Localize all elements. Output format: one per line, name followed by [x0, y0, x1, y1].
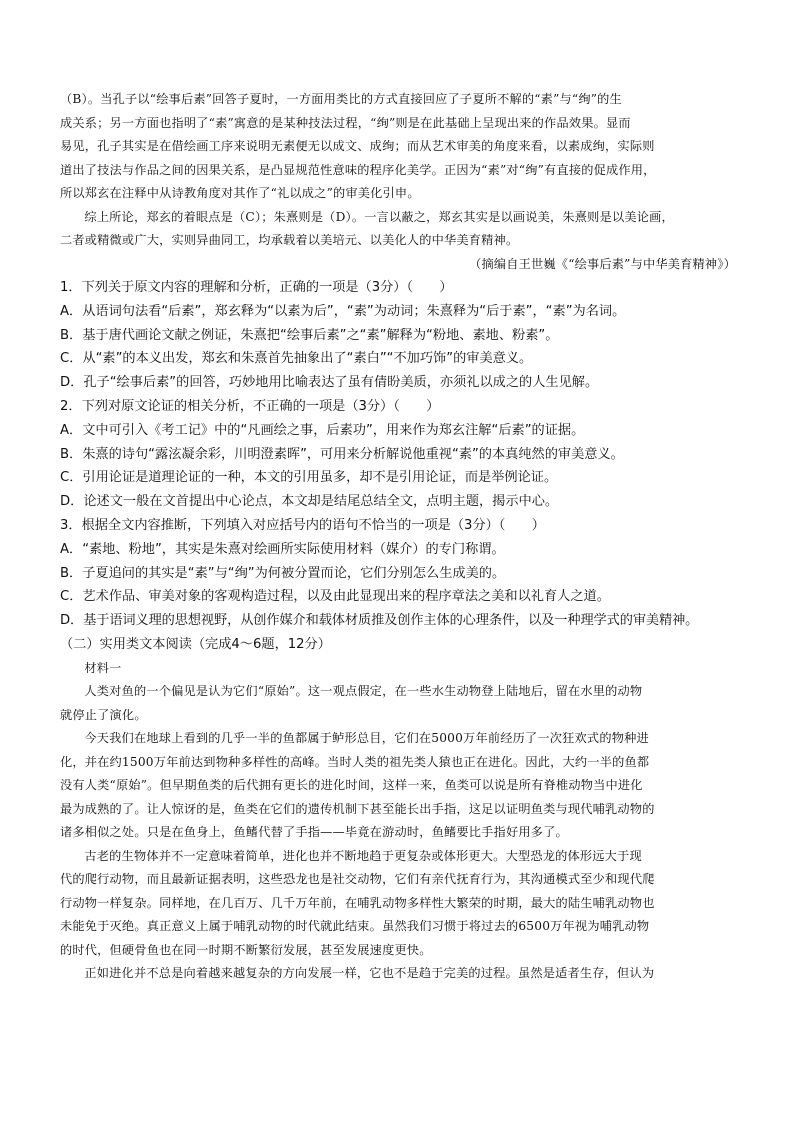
- text-line: 的时代，但硬骨鱼也在同一时期不断繁衍发展，甚至发展速度更快。: [60, 942, 432, 957]
- question-option-c: C．艺术作品、审美对象的客观构造过程，以及由此显现出来的程序章法之美和以礼育人之道。: [60, 589, 610, 605]
- question-option-c: C．引用论证是道理论证的一种，本文的引用虽多，却不是引用论证，而是举例论证。: [60, 470, 558, 486]
- question-option-d: D．论述文一般在文首提出中心论点，本文却是结尾总结全文，点明主题，揭示中心。: [60, 494, 559, 510]
- material-label: 材料一: [84, 660, 122, 675]
- text-line: 今天我们在地球上看到的几乎一半的鱼都属于鲈形总目，它们在5000万年前经历了一次狂欢式的物种进: [84, 731, 649, 746]
- material-paragraph-3: [60, 845, 736, 963]
- text-line: 易见，孔子其实是在借绘画工序来说明无素便无以成文、成绚；而从艺术审美的角度来看，以素成绚，实际则: [60, 139, 655, 153]
- text-line: 代的爬行动物，而且最新证据表明，这些恐龙也是社交动物，它们有亲代抚育行为，其沟通模式至少和现代爬: [60, 872, 655, 887]
- material-paragraph-4: [60, 962, 736, 986]
- text-line: 没有人类“原始”。但早期鱼类的后代拥有更长的进化时间，这样一来，鱼类可以说是所有脊椎动物当中进化: [60, 778, 643, 793]
- article-source: （摘编自王世巍《“绘事后素”与中华美育精神》）: [469, 256, 736, 271]
- text-line: 正如进化并不总是向着越来越复杂的方向发展一样，它也不是趋于完美的过程。虽然是适者生存，但认为: [84, 966, 655, 981]
- text-line: 最为成熟的了。让人惊讶的是，鱼类在它们的遗传机制下甚至能长出手指，这足以证明鱼类与现代哺乳动物的: [60, 801, 655, 816]
- question-stem: 3．根据全文内容推断，下列填入对应括号内的语句不恰当的一项是（3分）（ ）: [60, 517, 545, 533]
- section-heading: （二）实用类文本阅读（完成4～6题，12分）: [60, 636, 331, 652]
- text-line: 化，并在约1500万年前达到物种多样性的高峰。当时人类的祖先类人猿也正在进化。因此，大约一半的鱼都: [60, 754, 650, 769]
- question-option-b: B．基于唐代画论文献之例证，朱熹把“绘事后素”之“素”解释为“粉地、素地、粉素”。: [60, 327, 559, 343]
- text-line: 二者或精微或广大，实则异曲同工，均承载着以美培元、以美化人的中华美育精神。: [60, 233, 519, 247]
- text-line: 古老的生物体并不一定意味着简单，进化也并不断地趋于更复杂或体形更大。大型恐龙的体形远大于现: [84, 848, 642, 863]
- question-option-a: A．从语词句法看“后素”，郑玄释为“以素为后”，“素”为动词；朱熹释为“后于素”，“素”为名词。: [60, 303, 626, 319]
- article-paragraph-1: [60, 88, 736, 206]
- question-option-b: B．子夏追问的其实是“素”与“绚”为何被分置而论，它们分别怎么生成美的。: [60, 565, 506, 581]
- text-line: 行动物一样复杂。同样地，在几百万、几千万年前，在哺乳动物多样性大繁荣的时期，最大的陆生哺乳动物也: [60, 895, 655, 910]
- question-option-a: A．文中可引入《考工记》中的“凡画绘之事，后素功”，用来作为郑玄注解“后素”的证据。: [60, 422, 585, 438]
- question-1: [60, 276, 736, 395]
- text-line: 诸多相似之处。只是在鱼身上，鱼鳍代替了手指——毕竟在游动时，鱼鳍要比手指好用多了。: [60, 825, 568, 840]
- text-line: 成关系；另一方面也指明了“素”寓意的是某种技法过程，“绚”则是在此基础上呈现出来的作品效果。显而: [60, 115, 631, 130]
- question-option-d: D．孔子“绘事后素”的回答，巧妙地用比喻表达了虽有倩盼美质，亦须礼以成之的人生见解。: [60, 375, 599, 391]
- text-line: 所以郑玄在注释中从诗教角度对其作了“礼以成之”的审美化引申。: [60, 186, 420, 200]
- question-2: [60, 395, 736, 514]
- text-line: （B）。当孔子以“绘事后素”回答子夏时，一方面用类比的方式直接回应了子夏所不解的“素”与“绚”的生: [60, 92, 622, 106]
- material-paragraph-1: [60, 680, 736, 727]
- question-option-d: D．基于语词义理的思想视野，从创作媒介和载体材质推及创作主体的心理条件，以及一种理学式的审美精神。: [60, 613, 699, 629]
- question-option-a: A．“素地、粉地”，其实是朱熹对绘画所实际使用材料（媒介）的专门称谓。: [60, 541, 505, 557]
- question-3: [60, 514, 736, 633]
- article-paragraph-2: [60, 206, 736, 253]
- material-paragraph-2: [60, 727, 736, 845]
- page-content: [60, 88, 736, 986]
- text-line: 道出了技法与作品之间的因果关系，是凸显规范性意味的程序化美学。正因为“素”对“绚”有直接的促成作用，: [60, 162, 656, 177]
- question-stem: 2．下列对原文论证的相关分析，不正确的一项是（3分）（ ）: [60, 398, 440, 414]
- question-option-b: B．朱熹的诗句“露泫凝余彩，川明澄素晖”，可用来分析解说他重视“素”的本真纯然的审美意义。: [60, 446, 624, 462]
- question-option-c: C．从“素”的本义出发，郑玄和朱熹首先抽象出了“素白”“不加巧饰”的审美意义。: [60, 351, 533, 367]
- text-line: 就停止了演化。: [60, 707, 147, 722]
- text-line: 未能免于灭绝。真正意义上属于哺乳动物的时代就此结束。虽然我们习惯于将过去的6500万年视为哺乳动物: [60, 919, 650, 934]
- question-stem: 1．下列关于原文内容的理解和分析，正确的一项是（3分）（ ）: [60, 280, 453, 295]
- text-line: 综上所论，郑玄的着眼点是（C）；朱熹则是（D）。一言以蔽之，郑玄其实是以画说美，朱熹则是以美论画，: [84, 209, 674, 224]
- text-line: 人类对鱼的一个偏见是认为它们“原始”。这一观点假定，在一些水生动物登上陆地后，留在水里的动物: [84, 684, 643, 699]
